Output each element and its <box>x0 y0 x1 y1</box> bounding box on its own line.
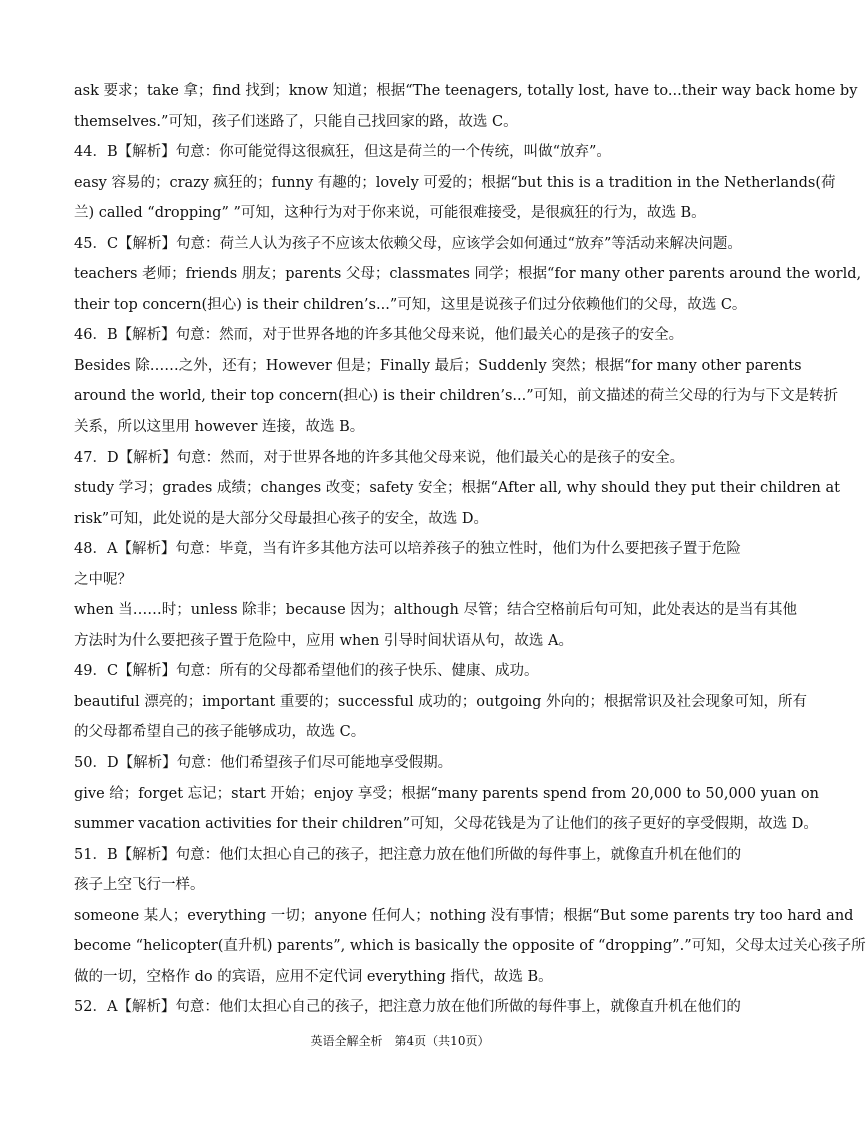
text-line: risk”可知，此处说的是大部分父母最担心孩子的安全，故选 D。 <box>74 510 488 527</box>
text-line: 49．C【解析】句意：所有的父母都希望他们的孩子快乐、健康、成功。 <box>74 663 539 680</box>
text-line: teachers 老师；friends 朋友；parents 父母；classmates 同学；根据“for many other parents around the world, <box>74 266 862 283</box>
text-line: themselves.”可知，孩子们迷路了，只能自己找回家的路，故选 C。 <box>74 113 518 130</box>
page-footer: 英语全解全析 第4页（共10页） <box>310 1034 490 1048</box>
text-line: ask 要求；take 拿；find 找到；know 知道；根据“The teenagers, totally lost, have to...their way back home by <box>74 83 858 99</box>
text-line: 45．C【解析】句意：荷兰人认为孩子不应该太依赖父母，应该学会如何通过“放弃”等活动来解决问题。 <box>74 235 742 252</box>
text-line: 之中呢？ <box>74 571 132 588</box>
text-line: their top concern(担心) is their children’s...”可知，这里是说孩子们过分依赖他们的父母，故选 C。 <box>74 296 747 313</box>
text-line: Besides 除……之外，还有；However 但是；Finally 最后；Suddenly 突然；根据“for many other parents <box>74 357 802 374</box>
text-line: 51．B【解析】句意：他们太担心自己的孩子，把注意力放在他们所做的每件事上，就像直升机在他们的 <box>74 846 742 863</box>
text-line: 关系，所以这里用 however 连接，故选 B。 <box>74 419 365 436</box>
text-line: 46．B【解析】句意：然而，对于世界各地的许多其他父母来说，他们最关心的是孩子的安全。 <box>74 327 684 344</box>
text-line: 兰) called “dropping” ”可知，这种行为对于你来说，可能很难接受，是很疯狂的行为，故选 B。 <box>74 205 706 222</box>
text-line: when 当……时；unless 除非；because 因为；although 尽管；结合空格前后句可知，此处表达的是当有其他 <box>74 602 798 619</box>
text-line: someone 某人；everything 一切；anyone 任何人；nothing 没有事情；根据“But some parents try too hard and <box>74 907 854 924</box>
text-line: 48．A【解析】句意：毕竟，当有许多其他方法可以培养孩子的独立性时，他们为什么要把孩子置于危险 <box>74 541 741 558</box>
text-line: summer vacation activities for their children”可知，父母花钱是为了让他们的孩子更好的享受假期，故选 D。 <box>74 816 818 833</box>
text-line: 做的一切，空格作 do 的宾语，应用不定代词 everything 指代，故选 B。 <box>74 968 553 985</box>
text-line: beautiful 漂亮的；important 重要的；successful 成功的；outgoing 外向的；根据常识及社会现象可知，所有 <box>74 693 808 710</box>
text-line: 的父母都希望自己的孩子能够成功，故选 C。 <box>74 724 366 741</box>
text-line: study 学习；grades 成绩；changes 改变；safety 安全；根据“After all, why should they put their children at <box>74 480 840 497</box>
text-line: 孩子上空飞行一样。 <box>74 877 205 894</box>
text-line: 44．B【解析】句意：你可能觉得这很疯狂，但这是荷兰的一个传统，叫做“放弃”。 <box>74 144 611 161</box>
text-line: 47．D【解析】句意：然而，对于世界各地的许多其他父母来说，他们最关心的是孩子的安全。 <box>74 449 685 466</box>
text-line: become “helicopter(直升机) parents”, which is basically the opposite of “dropping”.”可知，父母太过关心孩子所 <box>74 938 866 955</box>
text-line: around the world, their top concern(担心) is their children’s...”可知，前文描述的荷兰父母的行为与下文是转折 <box>74 388 839 405</box>
text-line: 方法时为什么要把孩子置于危险中，应用 when 引导时间状语从句，故选 A。 <box>74 632 573 649</box>
text-line: 52．A【解析】句意：他们太担心自己的孩子，把注意力放在他们所做的每件事上，就像直升机在他们的 <box>74 999 741 1016</box>
text-line: easy 容易的；crazy 疯狂的；funny 有趣的；lovely 可爱的；根据“but this is a tradition in the Netherlands(荷 <box>74 174 836 191</box>
text-line: 50．D【解析】句意：他们希望孩子们尽可能地享受假期。 <box>74 755 453 772</box>
text-line: give 给；forget 忘记；start 开始；enjoy 享受；根据“many parents spend from 20,000 to 50,000 yuan on <box>74 785 819 802</box>
document-body <box>74 76 866 1023</box>
